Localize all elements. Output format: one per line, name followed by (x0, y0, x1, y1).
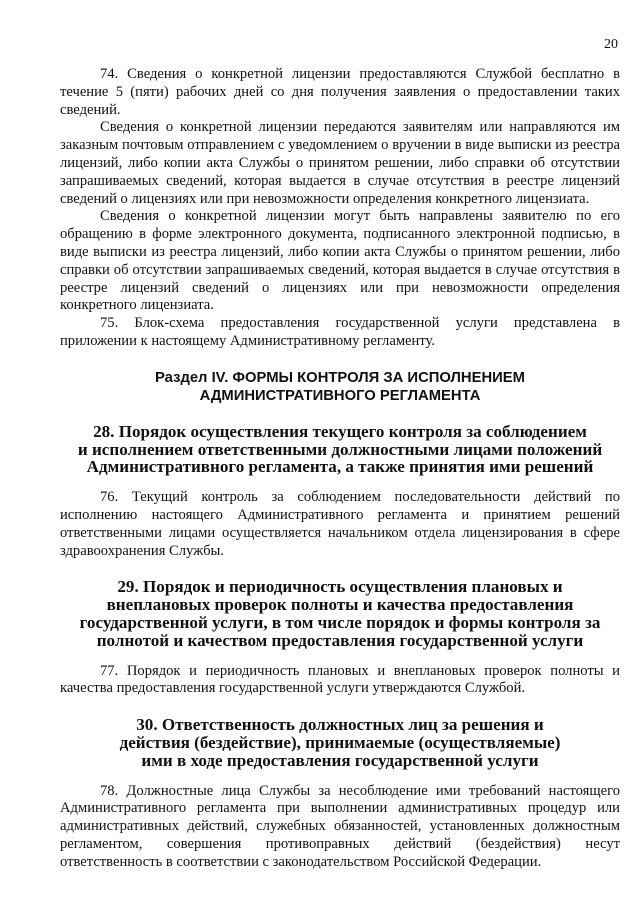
heading-line: и исполнением ответственными должностными лицами положений (77, 439, 603, 459)
heading-line: 28. Порядок осуществления текущего контроля за соблюдением (93, 421, 587, 441)
paragraph-77: 77. Порядок и периодичность плановых и внеплановых проверок полноты и качества предоставления государственной услуги утверждаются Службой. (60, 662, 620, 697)
paragraph-78: 78. Должностные лица Службы за несоблюдение ими требований настоящего Административного регламента при выполнении административных процедур или административных действий, служебных обязанностей, установленных должностным регламентом, совершения противоправных действий (бездействия) несут ответственность в соответствии с законодательством Российской Федерации. (60, 782, 620, 870)
section-heading-line: АДМИНИСТРАТИВНОГО РЕГЛАМЕНТА (199, 387, 481, 404)
subsection-heading-30 (60, 716, 620, 769)
heading-line: Административного регламента, а также принятия ими решений (86, 457, 594, 477)
page-content (60, 66, 620, 871)
page-number: 20 (604, 37, 618, 52)
section-heading-line: Раздел IV. ФОРМЫ КОНТРОЛЯ ЗА ИСПОЛНЕНИЕМ (155, 369, 525, 386)
subsection-heading-29 (60, 578, 620, 649)
subsection-heading-28 (60, 423, 620, 476)
paragraph-74: 74. Сведения о конкретной лицензии предоставляются Службой бесплатно в течение 5 (пяти) рабочих дней со дня получения заявления о предоставлении таких сведений. (60, 66, 620, 118)
heading-line: полнотой и качеством предоставления государственной услуги (96, 630, 584, 650)
heading-line: действия (бездействие), принимаемые (осуществляемые) (119, 732, 561, 752)
heading-line: ими в ходе предоставления государственной услуги (141, 750, 539, 770)
heading-line: 29. Порядок и периодичность осуществления плановых и (117, 577, 563, 597)
paragraph-75: 75. Блок-схема предоставления государственной услуги представлена в приложении к настоящему Административному регламенту. (60, 315, 620, 349)
paragraph-license-delivery: Сведения о конкретной лицензии передаются заявителям или направляются им заказным почтовым отправлением с уведомлением о вручении в виде выписки из реестра лицензий, либо копии акта Службы о принятом решении, либо справки об отсутствии запрашиваемых сведений, которая выдается в случае отсутствия в реестре лицензий сведений о лицензиях или при невозможности определения конкретного лицензиата. (60, 119, 620, 207)
heading-line: государственной услуги, в том числе порядок и формы контроля за (79, 612, 601, 632)
heading-line: внеплановых проверок полноты и качества предоставления (106, 595, 574, 615)
paragraph-license-electronic: Сведения о конкретной лицензии могут быть направлены заявителю по его обращению в форме электронного документа, подписанного электронной подписью, в виде выписки из реестра лицензий, либо копии акта Службы о принятом решении, либо справки об отсутствии запрашиваемых сведений, которая выдается в случае отсутствия в реестре лицензий сведений о лицензиях или при невозможности определения конкретного лицензиата. (60, 208, 620, 314)
heading-line: 30. Ответственность должностных лиц за решения и (136, 715, 544, 735)
paragraph-76: 76. Текущий контроль за соблюдением последовательности действий по исполнению настоящего Административного регламента и принятием решений ответственными лицами осуществляется начальником отдела лицензирования в сфере здравоохранения Службы. (60, 489, 620, 559)
section-heading-iv (60, 369, 620, 405)
